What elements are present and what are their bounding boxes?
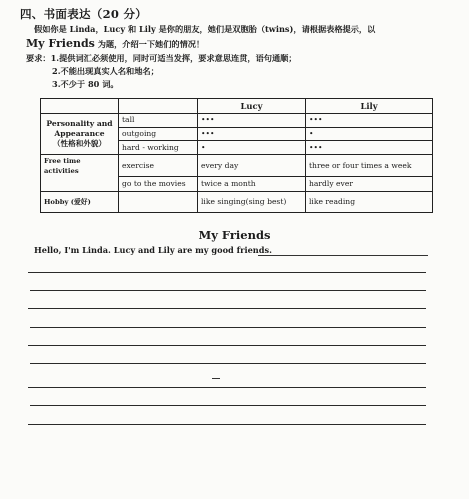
- lily-cell: hardly ever: [306, 176, 433, 191]
- hobby-blank: [119, 191, 198, 212]
- requirement-2: 2.不能出现真实人名和地名；: [52, 66, 159, 76]
- answer-line[interactable]: [28, 424, 426, 425]
- stray-mark: [212, 378, 220, 379]
- lucy-cell: •••: [198, 127, 306, 141]
- table-row: [41, 113, 433, 127]
- intro-line-1: 假如你是 Linda，Lucy 和 Lily 是你的朋友，她们是双胞胎（twins)，请根据表格提示，以: [34, 24, 376, 34]
- activity-cell: exercise: [119, 155, 198, 177]
- intro-title-en: My Friends: [26, 37, 95, 50]
- lily-cell: •••: [306, 141, 433, 155]
- lucy-cell: every day: [198, 155, 306, 177]
- requirement-3: 3.不少于 80 词。: [52, 79, 119, 89]
- answer-line[interactable]: [28, 308, 426, 309]
- personality-label-en2: Appearance: [54, 129, 105, 139]
- answer-line[interactable]: [30, 327, 426, 328]
- header-lily: Lily: [306, 99, 433, 114]
- answer-line[interactable]: [28, 387, 426, 388]
- header-blank-1: [41, 99, 119, 114]
- answer-fill-line[interactable]: [258, 255, 428, 256]
- personality-label-cn: （性格和外貌）: [52, 139, 107, 149]
- info-table: [40, 98, 433, 213]
- lily-cell: •••: [306, 113, 433, 127]
- free-time-label: Free time activities: [41, 155, 119, 177]
- hobby-label: Hobby (爱好): [41, 191, 119, 212]
- lily-cell: •: [306, 127, 433, 141]
- answer-line[interactable]: [28, 345, 426, 346]
- lucy-cell: •: [198, 141, 306, 155]
- lily-cell: three or four times a week: [306, 155, 433, 177]
- lucy-cell: •••: [198, 113, 306, 127]
- header-blank-2: [119, 99, 198, 114]
- answer-line[interactable]: [30, 290, 426, 291]
- answer-line[interactable]: [28, 272, 426, 273]
- answer-line[interactable]: [30, 405, 426, 406]
- answer-line[interactable]: [30, 363, 426, 364]
- activity-cell: go to the movies: [119, 176, 198, 191]
- section-title: 四、书面表达（20 分）: [20, 7, 148, 21]
- opening-sentence: Hello, I'm Linda. Lucy and Lily are my good friends.: [34, 245, 272, 255]
- trait-cell: hard - working: [119, 141, 198, 155]
- essay-title: My Friends: [198, 228, 271, 242]
- header-lucy: Lucy: [198, 99, 306, 114]
- table-row: [41, 191, 433, 212]
- free-time-label-cont: [41, 176, 119, 191]
- intro-line-2-rest: 为题，介绍一下她们的情况！: [94, 39, 205, 49]
- table-header-row: [41, 99, 433, 114]
- lily-cell: like reading: [306, 191, 433, 212]
- lucy-cell: like singing(sing best): [198, 191, 306, 212]
- personality-label-en1: Personality and: [46, 119, 113, 129]
- trait-cell: outgoing: [119, 127, 198, 141]
- intro-line-2: [26, 37, 204, 50]
- lucy-cell: twice a month: [198, 176, 306, 191]
- table-row: [41, 176, 433, 191]
- personality-label: [41, 113, 119, 154]
- trait-cell: tall: [119, 113, 198, 127]
- requirement-heading: 要求：1.提供词汇必须使用，同时可适当发挥，要求意思连贯，语句通顺；: [26, 53, 297, 63]
- table-row: [41, 155, 433, 177]
